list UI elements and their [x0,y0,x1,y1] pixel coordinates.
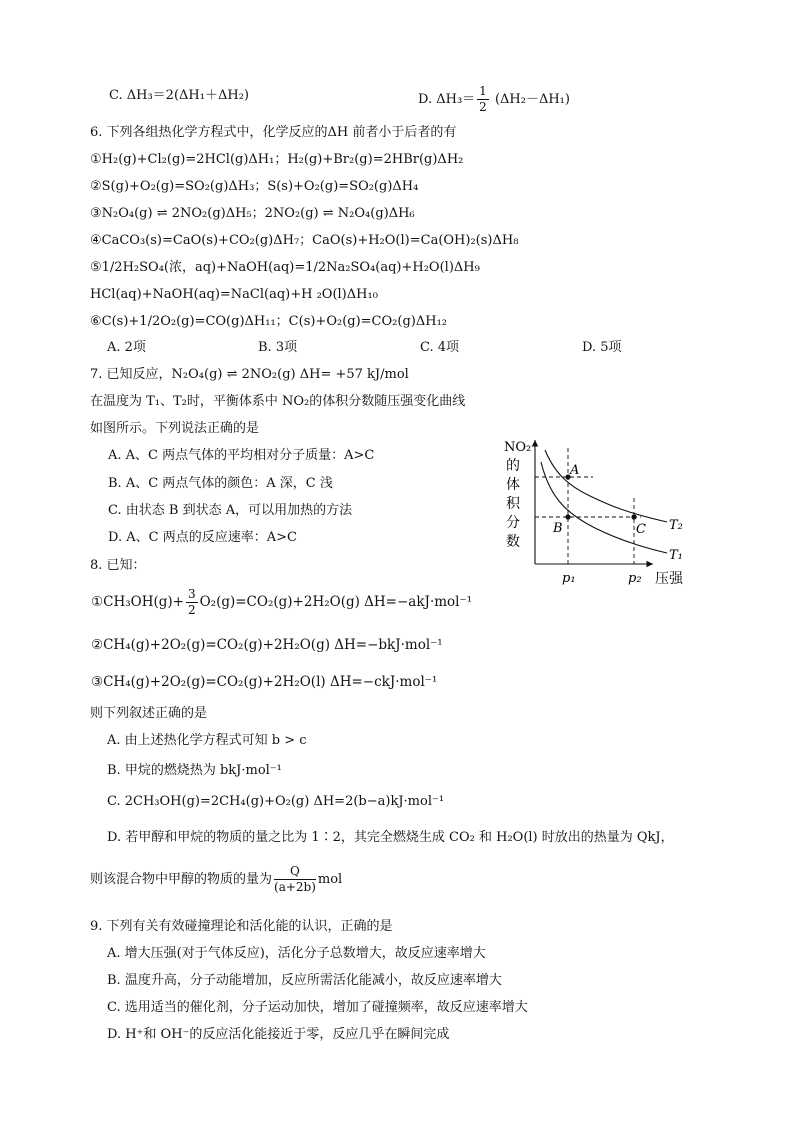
q8-option-d-frac-den: (a+2b) [274,880,316,894]
point-c-label: C [636,522,646,537]
q8-eq-1-fraction [186,587,198,618]
q8-eq-2: ②CH₄(g)+2O₂(g)=CO₂(g)+2H₂O(g) ΔH=−bkJ·mol⁻¹ [91,637,443,653]
q8-eq-1-part2: O₂(g)=CO₂(g)+2H₂O(g) ΔH=−akJ·mol⁻¹ [199,594,473,610]
q5-frac-den: 2 [479,100,487,114]
q8-option-c: C. 2CH₃OH(g)=2CH₄(g)+O₂(g) ΔH=2(b−a)kJ·mol⁻¹ [107,794,445,809]
q8-option-d-frac-num: Q [274,864,316,880]
q5-frac-num: 1 [479,84,487,98]
q6-item-5b: HCl(aq)+NaOH(aq)=NaCl(aq)+H ₂O(l)ΔH₁₀ [90,287,378,302]
q7-stem-3: 如图所示。下列说法正确的是 [90,421,260,436]
point-b-label: B [553,521,563,536]
q8-eq-1-frac-den: 2 [187,603,196,617]
q6-option-a: A. 2项 [107,340,146,355]
q8-option-d-line2 [90,862,342,898]
point-c [631,514,636,519]
q6-item-2: ②S(g)+O₂(g)=SO₂(g)ΔH₃；S(s)+O₂(g)=SO₂(g)ΔH₄ [90,179,419,194]
q9-option-b: B. 温度升高，分子动能增加，反应所需活化能减小，故反应速率增大 [107,973,502,988]
q9-option-a: A. 增大压强(对于气体反应)，活化分子总数增大，故反应速率增大 [107,946,486,961]
point-a-label: A [570,463,580,478]
q8-eq-3: ③CH₄(g)+2O₂(g)=CO₂(g)+2H₂O(l) ΔH=−ckJ·mol⁻¹ [91,674,438,690]
q6-item-5: ⑤1/2H₂SO₄(浓，aq)+NaOH(aq)=1/2Na₂SO₄(aq)+H₂O(l)ΔH₉ [90,260,480,275]
q6-option-b: B. 3项 [258,340,298,355]
q8-option-a: A. 由上述热化学方程式可知 b > c [107,733,307,748]
q9-stem: 9. 下列有关有效碰撞理论和活化能的认识，正确的是 [90,919,393,934]
q8-eq-1 [91,584,472,620]
q8-option-b: B. 甲烷的燃烧热为 bkJ·mol⁻¹ [107,763,282,778]
x-axis-label: 压强 [655,571,683,587]
y-label-top: NO₂ [504,440,532,455]
q8-option-d: D. 若甲醇和甲烷的物质的量之比为 1∶2，其完全燃烧生成 CO₂ 和 H₂O(l) 时放出的热量为 QkJ， [107,830,674,845]
q7-option-a: A. A、C 两点气体的平均相对分子质量：A>C [108,448,375,463]
q5-option-d-fraction [477,84,489,115]
q8-option-d-line2-text: 则该混合物中甲醇的物质的量为 [90,872,273,887]
point-b [565,514,570,519]
q7-stem-1: 7. 已知反应，N₂O₄(g) ⇌ 2NO₂(g) ΔH= +57 kJ/mol [90,367,409,382]
q9-option-c: C. 选用适当的催化剂，分子运动加快，增加了碰撞频率，故反应速率增大 [107,1000,528,1015]
q5-option-d [418,84,570,115]
q6-item-4: ④CaCO₃(s)=CaO(s)+CO₂(g)ΔH₇；CaO(s)+H₂O(l)=Ca(OH)₂(s)ΔH₈ [90,233,519,248]
y-label-char-3: 积 [506,496,520,512]
q7-graph [495,432,705,590]
tick-p1: p₁ [562,571,576,586]
q6-item-1: ①H₂(g)+Cl₂(g)=2HCl(g)ΔH₁；H₂(g)+Br₂(g)=2HBr(g)ΔH₂ [90,152,464,167]
q7-option-b: B. A、C 两点气体的颜色：A 深，C 浅 [108,476,333,491]
q7-stem-2: 在温度为 T₁、T₂时，平衡体系中 NO₂的体积分数随压强变化曲线 [90,394,466,409]
q7-option-d: D. A、C 两点的反应速率：A>C [108,530,297,545]
q8-lead: 则下列叙述正确的是 [90,706,208,721]
q5-option-c: C. ΔH₃＝2(ΔH₁＋ΔH₂) [109,88,249,103]
q8-eq-1-frac-num: 3 [187,587,196,601]
y-label-char-4: 分 [506,515,520,531]
q6-option-c: C. 4项 [420,340,460,355]
q8-eq-1-number: ① [91,594,104,610]
q6-option-d: D. 5项 [582,340,622,355]
q8-stem: 8. 已知： [90,558,146,573]
q6-stem: 6. 下列各组热化学方程式中，化学反应的ΔH 前者小于后者的有 [90,125,457,140]
q5-option-d-prefix: D. ΔH₃＝ [418,92,476,107]
q9-option-d: D. H⁺和 OH⁻的反应活化能接近于零，反应几乎在瞬间完成 [107,1027,450,1042]
y-label-char-1: 的 [506,458,520,474]
curve-t2-label: T₂ [669,518,683,533]
curve-t2 [545,450,667,522]
q8-option-d-fraction [274,864,316,895]
curve-t1 [541,462,667,553]
tick-p2: p₂ [628,571,642,586]
y-label-char-5: 数 [506,534,520,550]
q6-item-6: ⑥C(s)+1/2O₂(g)=CO(g)ΔH₁₁；C(s)+O₂(g)=CO₂(g)ΔH₁₂ [90,314,447,329]
q6-item-3: ③N₂O₄(g) ⇌ 2NO₂(g)ΔH₅；2NO₂(g) ⇌ N₂O₄(g)ΔH₆ [90,206,415,221]
q8-eq-1-part1: CH₃OH(g)+ [103,594,184,610]
curve-t1-label: T₁ [669,548,683,563]
y-label-char-2: 体 [506,477,520,493]
q5-option-d-suffix: (ΔH₂－ΔH₁) [490,92,570,107]
q8-option-d-unit: mol [317,872,343,887]
q7-option-c: C. 由状态 B 到状态 A，可以用加热的方法 [108,503,353,518]
